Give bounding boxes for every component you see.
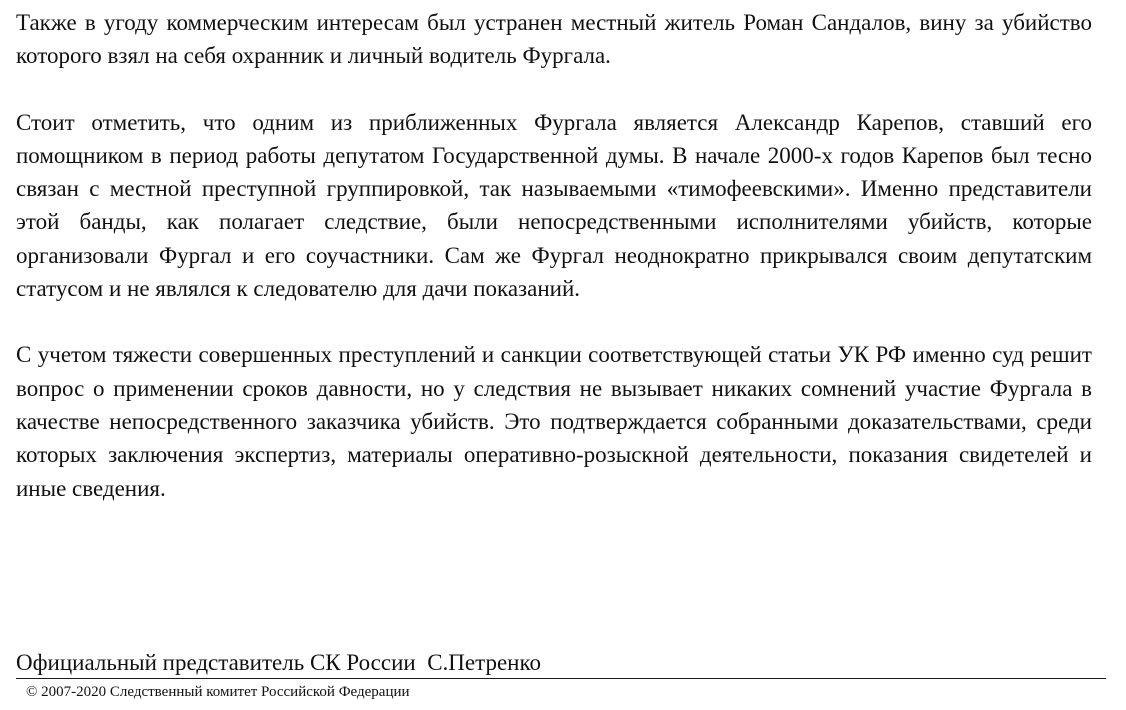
official-signature: Официальный представитель СК России С.Петренко bbox=[16, 650, 541, 675]
footer-divider bbox=[16, 678, 1106, 679]
article-paragraph-1: Также в угоду коммерческим интересам был устранен местный житель Роман Сандалов, вину за убийство которого взял на себя охранник и личный водитель Фургала. bbox=[16, 10, 1092, 69]
article-paragraph-3: С учетом тяжести совершенных преступлений и санкции соответствующей статьи УК РФ именно суд решит вопрос о применении сроков давности, но у следствия не вызывает никаких сомнений участие Фургала в качестве непосредственного заказчика убийств. Это подтверждается собранными доказательствами, среди которых заключения экспертиз, материалы оперативно-розыскной деятельности, показания свидетелей и иные сведения. bbox=[16, 342, 1092, 501]
article-paragraph-2: Стоит отметить, что одним из приближенных Фургала является Александр Карепов, ставший его помощником в период работы депутатом Государственной думы. В начале 2000-х годов Карепов был тесно связан с местной преступной группировкой, так называемыми «тимофеевскими». Именно представители этой банды, как полагает следствие, были непосредственными исполнителями убийств, которые организовали Фургал и его соучастники. Сам же Фургал неоднократно прикрывался своим депутатским статусом и не являлся к следователю для дачи показаний. bbox=[16, 109, 1092, 302]
footer-copyright: © 2007-2020 Следственный комитет Российской Федерации bbox=[26, 684, 410, 700]
article-body bbox=[16, 6, 1092, 505]
